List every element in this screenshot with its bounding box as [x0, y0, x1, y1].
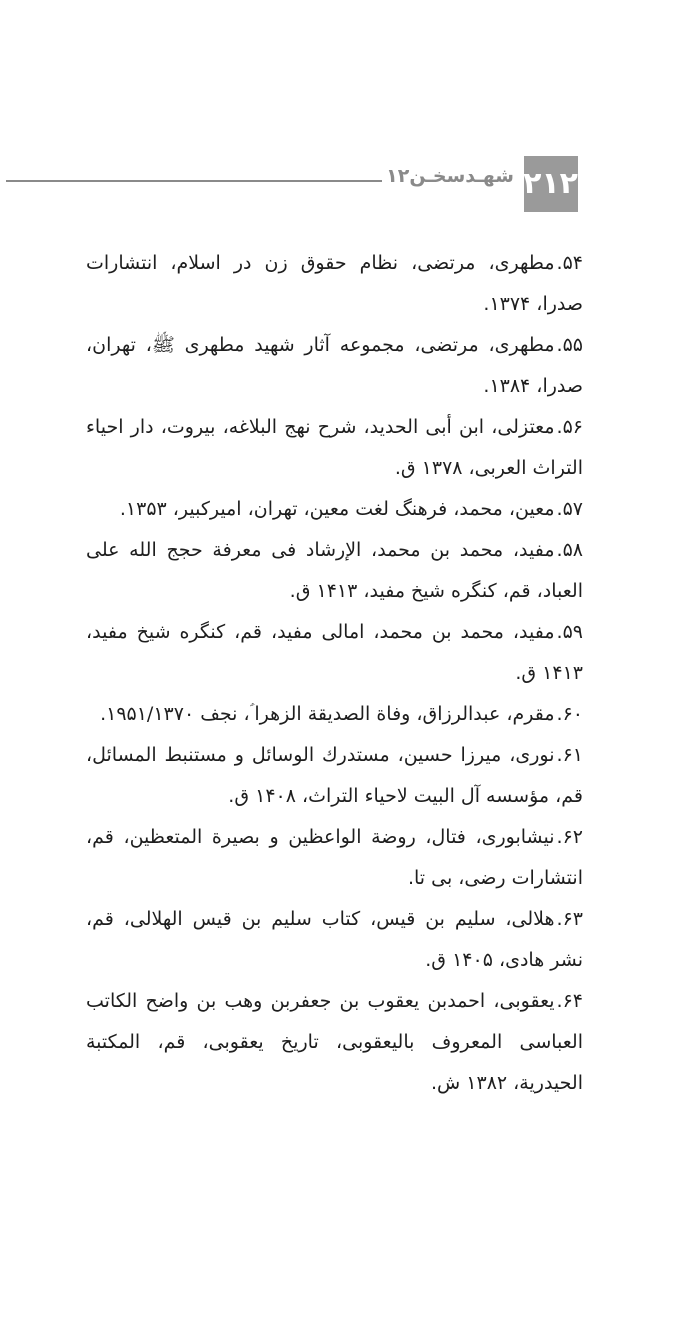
reference-text: مطهری، مرتضی، مجموعه آثار شهید مطهری ﷺ، تهران، صدرا، ۱۳۸۴.	[86, 334, 583, 397]
reference-number: ۵۷.	[556, 498, 583, 520]
reference-text: معتزلی، ابن أبی الحدید، شرح نهج البلاغه، بیروت، دار احیاء التراث العربی، ۱۳۷۸ ق.	[86, 416, 583, 479]
reference-item	[86, 981, 583, 1104]
reference-item	[86, 817, 583, 899]
reference-item	[86, 612, 583, 694]
reference-text: نوری، میرزا حسین، مستدرك الوسائل و مستنبط المسائل، قم، مؤسسه آل البیت لاحیاء التراث، ۱۴۰۸ ق.	[86, 744, 583, 807]
reference-number: ۶۳.	[556, 908, 583, 930]
reference-number: ۶۱.	[556, 744, 583, 766]
reference-item	[86, 407, 583, 489]
reference-text: مفید، محمد بن محمد، امالی مفید، قم، کنگره شیخ مفید، ۱۴۱۳ ق.	[86, 621, 583, 684]
reference-text: مطهری، مرتضی، نظام حقوق زن در اسلام، انتشارات صدرا، ۱۳۷۴.	[86, 252, 583, 315]
reference-text: مفید، محمد بن محمد، الإرشاد فی معرفة حجج الله علی العباد، قم، کنگره شیخ مفید، ۱۴۱۳ ق.	[86, 539, 583, 602]
reference-number: ۵۸.	[556, 539, 583, 561]
reference-text: نیشابوری، فتال، روضة الواعظین و بصیرة المتعظین، قم، انتشارات رضی، بی تا.	[86, 826, 583, 889]
reference-item	[86, 530, 583, 612]
reference-number: ۵۴.	[556, 252, 583, 274]
reference-item	[86, 735, 583, 817]
reference-number: ۶۰.	[556, 703, 583, 725]
page-header	[0, 150, 700, 216]
reference-text: مقرم، عبدالرزاق، وفاة الصدیقة الزهرا ؑ، نجف ۱۹۵۱/۱۳۷۰.	[100, 703, 555, 725]
reference-text: معین، محمد، فرهنگ لغت معین، تهران، امیرکبیر، ۱۳۵۳.	[119, 498, 555, 520]
reference-text: یعقوبی، احمدبن یعقوب بن جعفربن وهب بن واضح الکاتب العباسی المعروف بالیعقوبی، تاریخ یعقوبی، قم، المکتبة الحیدریة، ۱۳۸۲ ش.	[86, 990, 583, 1094]
reference-number: ۶۴.	[556, 990, 583, 1012]
reference-number: ۵۵.	[556, 334, 583, 356]
page-number: ۲۱۲	[524, 156, 578, 212]
reference-item	[86, 325, 583, 407]
reference-number: ۵۶.	[556, 416, 583, 438]
book-title: شهـدسخـن۱۲	[382, 164, 518, 188]
reference-number: ۶۲.	[556, 826, 583, 848]
reference-item	[86, 489, 583, 530]
reference-number: ۵۹.	[556, 621, 583, 643]
reference-item	[86, 694, 583, 735]
reference-item	[86, 243, 583, 325]
reference-list	[86, 243, 583, 1104]
reference-text: هلالی، سلیم بن قیس، کتاب سلیم بن قیس الهلالی، قم، نشر هادی، ۱۴۰۵ ق.	[86, 908, 583, 971]
reference-item	[86, 899, 583, 981]
